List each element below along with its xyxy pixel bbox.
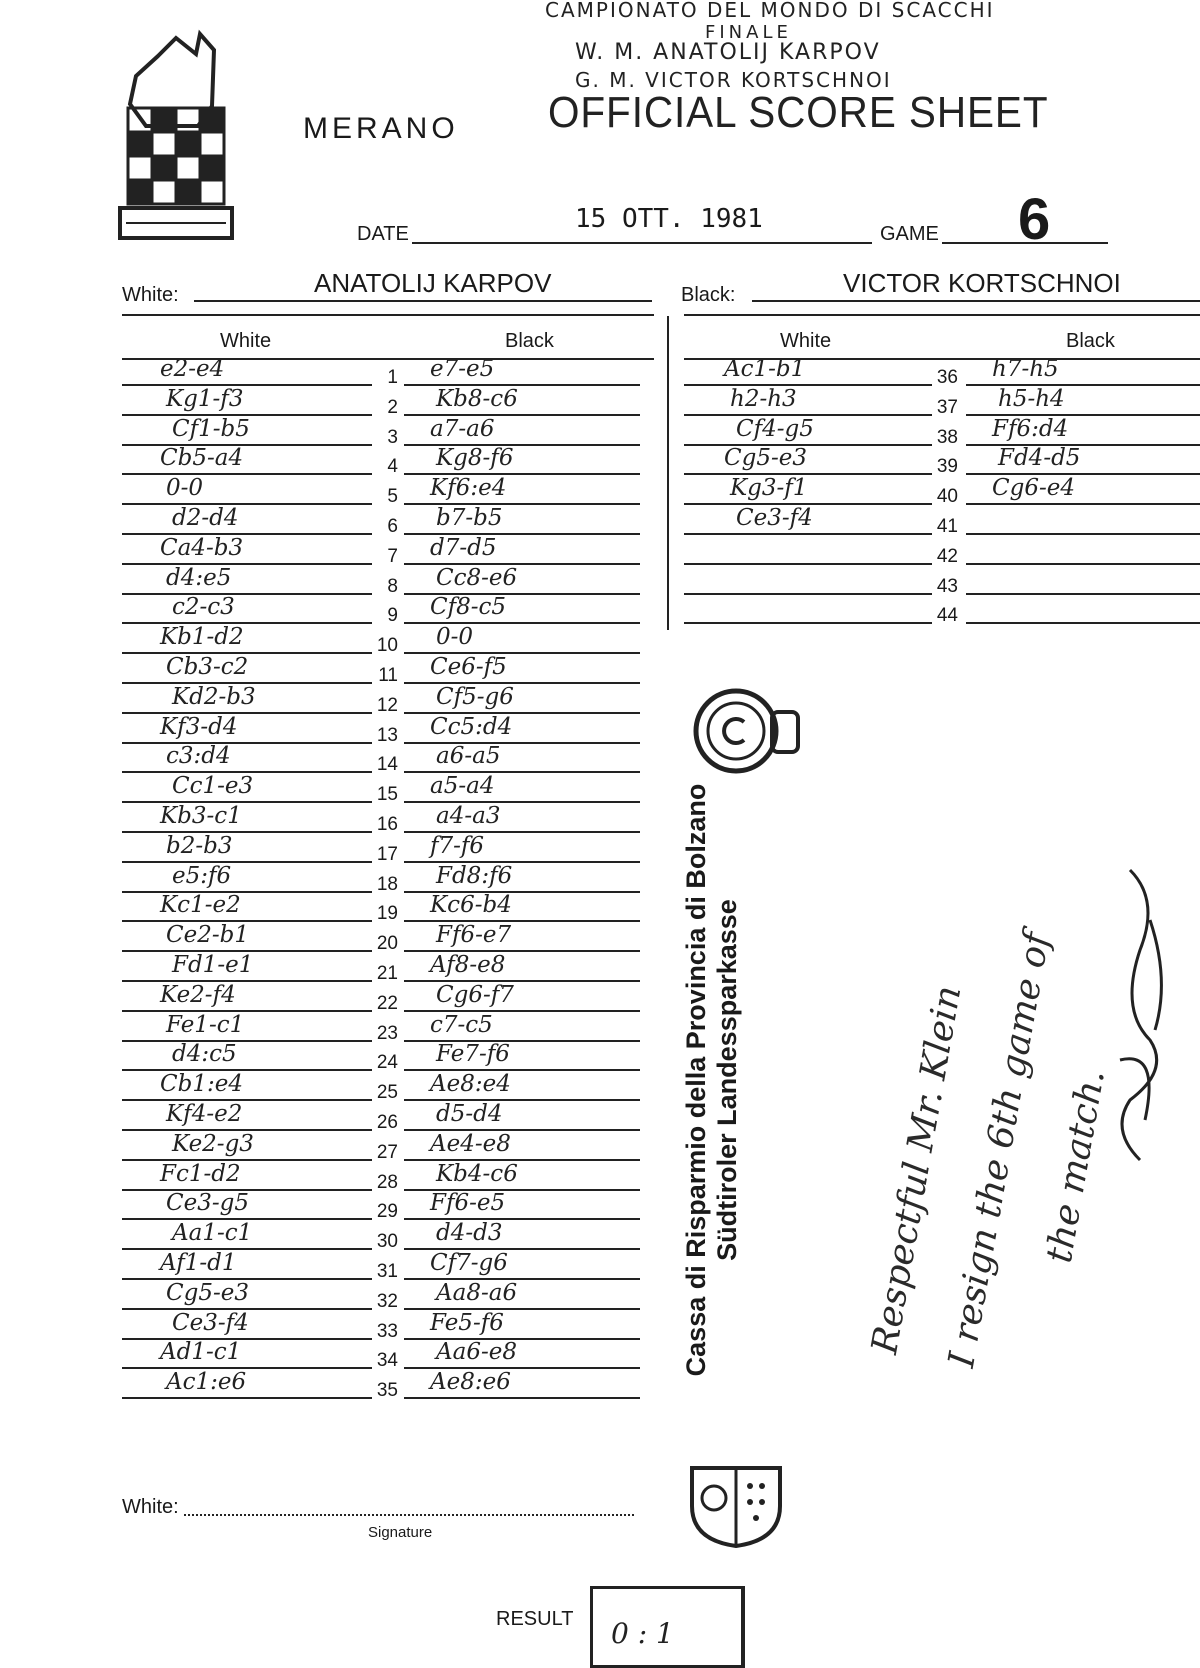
- white-move-line: [684, 444, 932, 446]
- black-move: Aa6-e8: [436, 1339, 517, 1366]
- white-label: White:: [122, 284, 179, 306]
- white-move-line: [684, 593, 932, 595]
- move-number: 21: [376, 963, 398, 984]
- white-move: Ce3-f4: [172, 1309, 249, 1336]
- black-move: Fd8:f6: [436, 862, 513, 889]
- move-number: 26: [376, 1112, 398, 1133]
- black-move: d7-d5: [430, 534, 497, 561]
- white-player-name: ANATOLIJ KARPOV: [314, 268, 552, 298]
- result-box: [590, 1586, 745, 1668]
- move-number: 36: [936, 367, 958, 388]
- black-move: Cf7-g6: [430, 1250, 508, 1276]
- event-title: CAMPIONATO DEL MONDO DI SCACCHI: [545, 0, 995, 22]
- white-move: Kf4-e2: [166, 1101, 243, 1127]
- white-move: Cb1:e4: [160, 1071, 243, 1098]
- move-number: 20: [376, 933, 398, 955]
- black-move: Kg8-f6: [436, 445, 514, 472]
- white-move: Cc1-e3: [172, 773, 254, 800]
- black-move: Ff6-e5: [430, 1190, 506, 1217]
- bank-name-line1: Cassa di Risparmio della Provincia di Bolzano: [681, 783, 711, 1377]
- black-move: Cc5:d4: [430, 713, 513, 740]
- white-move: Ac1-b1: [724, 356, 806, 382]
- white-move: Fc1-d2: [160, 1160, 241, 1187]
- white-move-line: [122, 1010, 372, 1012]
- right-black-header: Black: [1066, 330, 1115, 352]
- white-move: Cg5-e3: [166, 1279, 249, 1306]
- white-move-line: [122, 1099, 372, 1101]
- white-move: d2-d4: [172, 505, 239, 531]
- white-move: e5:f6: [172, 862, 232, 889]
- black-move: Cg6-e4: [992, 475, 1075, 502]
- move-number: 41: [936, 516, 958, 537]
- black-move: 0-0: [436, 624, 474, 651]
- move-number: 38: [936, 426, 958, 448]
- left-black-header: Black: [505, 330, 554, 352]
- black-move: d4-d3: [436, 1220, 503, 1247]
- black-move: a4-a3: [436, 803, 501, 829]
- white-move: Cf1-b5: [172, 415, 250, 442]
- move-number: 23: [376, 1022, 398, 1044]
- move-number: 16: [376, 814, 398, 835]
- white-move: Kg1-f3: [166, 385, 244, 412]
- white-move-line: [684, 473, 932, 475]
- move-number: 2: [387, 396, 398, 418]
- move-number: 33: [376, 1320, 398, 1342]
- coat-of-arms-icon: [688, 1462, 784, 1548]
- black-move: f7-f6: [430, 832, 485, 859]
- black-move: Aa8-a6: [436, 1279, 518, 1306]
- move-number: 24: [376, 1052, 398, 1074]
- white-move: Cb5-a4: [160, 445, 244, 472]
- white-move: Kb1-d2: [160, 624, 244, 651]
- move-number: 8: [387, 575, 398, 597]
- move-number: 17: [376, 843, 398, 865]
- move-number: 42: [936, 545, 958, 567]
- move-number: 43: [936, 575, 958, 597]
- white-move: c2-c3: [172, 594, 235, 621]
- black-move: Ae8:e4: [430, 1071, 511, 1098]
- black-move: Cc8-e6: [436, 564, 518, 591]
- column-divider: [667, 316, 669, 630]
- white-move: Kg3-f1: [730, 475, 808, 502]
- black-player-name: VICTOR KORTSCHNOI: [843, 268, 1121, 298]
- move-number: 31: [376, 1261, 398, 1282]
- white-move: Cb3-c2: [166, 654, 249, 680]
- black-move: Kc6-b4: [430, 892, 512, 919]
- white-move: Ac1:e6: [166, 1369, 247, 1396]
- black-label: Black:: [681, 284, 736, 306]
- white-move-line: [122, 593, 372, 595]
- black-move: b7-b5: [436, 505, 503, 531]
- white-move-line: [122, 1397, 372, 1399]
- white-move: Ca4-b3: [160, 534, 244, 561]
- white-move: Ad1-c1: [160, 1339, 242, 1366]
- move-number: 35: [376, 1380, 398, 1402]
- move-number: 25: [376, 1082, 398, 1104]
- white-move: Ce2-b1: [166, 922, 249, 949]
- black-move-line: [966, 563, 1200, 565]
- white-move: c3:d4: [166, 743, 231, 770]
- white-move: d4:e5: [166, 564, 232, 591]
- white-move: h2-h3: [730, 385, 797, 412]
- white-move-line: [122, 742, 372, 744]
- move-number: 30: [376, 1231, 398, 1253]
- black-move: Fe7-f6: [436, 1041, 510, 1068]
- black-move: Ff6-e7: [436, 922, 512, 949]
- white-move: Ke2-f4: [160, 981, 236, 1008]
- white-move: Ce3-g5: [166, 1190, 249, 1217]
- move-number: 28: [376, 1171, 398, 1193]
- right-white-header: White: [780, 330, 832, 352]
- move-number: 3: [387, 426, 398, 448]
- move-number: 19: [376, 903, 398, 925]
- white-move: Cg5-e3: [724, 445, 807, 472]
- black-move-line: [404, 1397, 640, 1399]
- white-move: Cf4-g5: [736, 415, 814, 442]
- white-move-line: [684, 563, 932, 565]
- black-player-stamp: G. M. VICTOR KORTSCHNOI: [575, 68, 892, 92]
- white-move: Ce3-f4: [736, 505, 813, 531]
- footer-white-label: White:: [122, 1496, 179, 1518]
- black-move: Cf8-c5: [430, 594, 507, 621]
- date-line: [412, 242, 872, 244]
- move-number: 10: [376, 635, 398, 657]
- header-rule-right: [684, 314, 1200, 316]
- bank-name-line2: Südtiroler Landessparkasse: [712, 899, 742, 1261]
- white-move-line: [122, 861, 372, 863]
- white-move: e2-e4: [160, 356, 225, 382]
- move-number: 15: [376, 784, 398, 806]
- black-move: a7-a6: [430, 415, 495, 442]
- black-move: Kb4-c6: [436, 1160, 518, 1187]
- black-move: h7-h5: [992, 356, 1059, 382]
- white-move: Fe1-c1: [166, 1011, 245, 1038]
- black-move: Ce6-f5: [430, 654, 507, 680]
- white-move: Aa1-c1: [172, 1220, 253, 1247]
- white-move-line: [122, 831, 372, 833]
- result-value: 0 : 1: [611, 1617, 674, 1650]
- move-number: 4: [387, 456, 398, 478]
- white-move-line: [122, 1367, 372, 1369]
- header-rule-left: [122, 314, 654, 316]
- move-number: 22: [376, 992, 398, 1014]
- white-move-line: [122, 1040, 372, 1042]
- move-number: 39: [936, 456, 958, 478]
- white-move: Ke2-g3: [172, 1130, 254, 1157]
- signature-line: [184, 1514, 634, 1516]
- white-move: Kb3-c1: [160, 803, 242, 829]
- move-number: 29: [376, 1201, 398, 1223]
- white-move-line: [122, 503, 372, 505]
- bank-seal-icon: [688, 686, 804, 776]
- move-number: 9: [387, 605, 398, 627]
- black-move-line: [966, 622, 1200, 624]
- black-move: Cg6-f7: [436, 981, 514, 1008]
- move-number: 27: [376, 1141, 398, 1163]
- game-value: 6: [1018, 187, 1051, 252]
- white-move: b2-b3: [166, 832, 233, 859]
- move-number: 34: [376, 1350, 398, 1372]
- black-move: e7-e5: [430, 356, 495, 382]
- black-move: h5-h4: [998, 385, 1065, 412]
- black-move: a5-a4: [430, 773, 495, 800]
- left-white-header: White: [220, 330, 272, 352]
- move-number: 44: [936, 605, 958, 627]
- date-value: 15 OTT. 1981: [575, 204, 763, 234]
- note-line-3: the match.: [1038, 1066, 1113, 1266]
- white-move: Kf3-d4: [160, 713, 238, 740]
- black-move-line: [966, 503, 1200, 505]
- black-move: Ae4-e8: [430, 1130, 511, 1157]
- move-number: 11: [378, 665, 398, 686]
- black-move: d5-d4: [436, 1101, 503, 1127]
- white-move: d4:c5: [172, 1041, 237, 1068]
- black-move: c7-c5: [430, 1011, 493, 1038]
- note-line-2: I resign the 6th game of: [941, 929, 1058, 1371]
- event-subtitle: FINALE: [705, 22, 792, 43]
- signature-label: Signature: [368, 1524, 433, 1541]
- white-move-line: [684, 384, 932, 386]
- black-move: Cf5-g6: [436, 683, 514, 710]
- white-move: Af1-d1: [160, 1250, 237, 1276]
- move-number: 12: [376, 694, 398, 716]
- black-move-line: [966, 593, 1200, 595]
- date-label: DATE: [357, 223, 409, 245]
- white-name-line: [194, 300, 652, 302]
- move-number: 32: [376, 1290, 398, 1312]
- black-move: Af8-e8: [430, 952, 506, 978]
- white-move: Kc1-e2: [160, 892, 241, 919]
- black-move-line: [966, 533, 1200, 535]
- move-number: 18: [376, 873, 398, 895]
- move-number: 40: [936, 486, 958, 508]
- white-move-line: [684, 533, 932, 535]
- city-name: MERANO: [303, 112, 459, 145]
- note-line-1: Respectful Mr. Klein: [864, 982, 970, 1357]
- sheet-title: OFFICIAL SCORE SHEET: [548, 88, 1049, 137]
- black-move: Kf6:e4: [430, 475, 507, 502]
- black-move: a6-a5: [436, 743, 501, 770]
- move-number: 14: [376, 754, 398, 776]
- black-move: Ae8:e6: [430, 1369, 511, 1396]
- black-move: Kb8-c6: [436, 385, 518, 412]
- result-label: RESULT: [496, 1608, 574, 1630]
- merano-logo: [118, 16, 236, 240]
- white-move: Fd1-e1: [172, 952, 254, 978]
- handwritten-signature: [1100, 860, 1190, 1180]
- move-number: 13: [376, 724, 398, 746]
- black-move: Ff6:d4: [992, 415, 1069, 442]
- white-player-stamp: W. M. ANATOLIJ KARPOV: [575, 40, 881, 65]
- game-label: GAME: [880, 223, 939, 245]
- black-move: Fe5-f6: [430, 1309, 504, 1336]
- move-number: 5: [387, 486, 398, 508]
- black-move: Fd4-d5: [998, 445, 1081, 472]
- move-number: 6: [387, 516, 398, 537]
- white-move: 0-0: [166, 475, 204, 502]
- white-move-line: [684, 622, 932, 624]
- white-move-line: [122, 473, 372, 475]
- white-move-line: [122, 563, 372, 565]
- white-move: Kd2-b3: [172, 683, 256, 710]
- white-move-line: [122, 384, 372, 386]
- move-number: 37: [936, 396, 958, 418]
- black-name-line: [752, 300, 1200, 302]
- move-number: 7: [387, 545, 398, 567]
- move-number: 1: [387, 367, 398, 388]
